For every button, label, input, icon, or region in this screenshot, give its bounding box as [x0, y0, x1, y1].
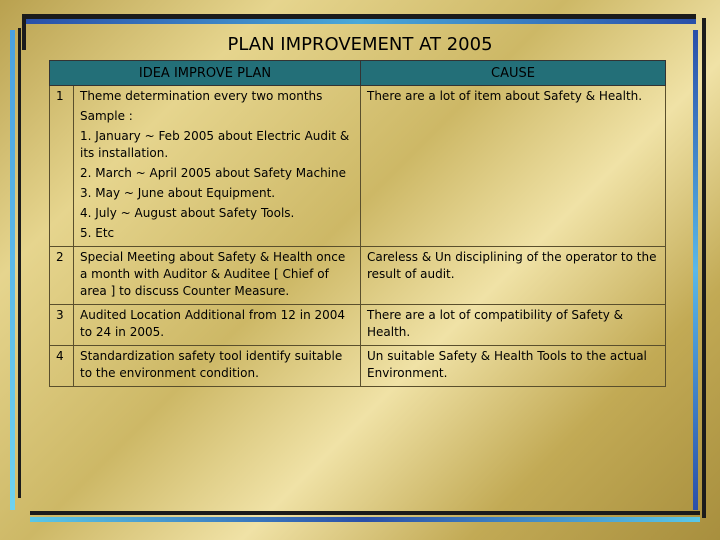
plan-cell — [74, 86, 361, 247]
table-row — [50, 86, 666, 247]
table-row — [50, 305, 666, 346]
row-number: 4 — [50, 346, 74, 387]
plan-line: Sample : — [80, 109, 133, 123]
frame-right-dark-bar — [702, 18, 706, 518]
plan-line: Standardization safety tool identify suitable to the environment condition. — [80, 349, 343, 380]
frame-bottom-dark-bar — [30, 511, 700, 515]
plan-table — [49, 60, 666, 387]
cause-cell: There are a lot of item about Safety & Health. — [361, 86, 666, 247]
header-cause: CAUSE — [361, 61, 666, 86]
table-row — [50, 247, 666, 305]
slide-title: PLAN IMPROVEMENT AT 2005 — [227, 34, 493, 55]
plan-line: 1. January ~ Feb 2005 about Electric Audit & its installation. — [80, 129, 350, 160]
frame-left-blue-bar — [10, 30, 15, 510]
plan-line: 4. July ~ August about Safety Tools. — [80, 206, 295, 220]
frame-left-dark-bar — [18, 28, 21, 498]
row-number: 2 — [50, 247, 74, 305]
plan-line: 3. May ~ June about Equipment. — [80, 186, 276, 200]
plan-cell — [74, 247, 361, 305]
plan-cell — [74, 346, 361, 387]
table-row — [50, 346, 666, 387]
plan-line: Audited Location Additional from 12 in 2004 to 24 in 2005. — [80, 308, 346, 339]
plan-line: Theme determination every two months — [80, 89, 323, 103]
table-header-row — [50, 61, 666, 86]
plan-cell — [74, 305, 361, 346]
frame-right-blue-bar — [693, 30, 698, 510]
row-number: 1 — [50, 86, 74, 247]
cause-cell: Un suitable Safety & Health Tools to the actual Environment. — [361, 346, 666, 387]
row-number: 3 — [50, 305, 74, 346]
cause-cell: Careless & Un disciplining of the operator to the result of audit. — [361, 247, 666, 305]
plan-line: Special Meeting about Safety & Health once a month with Auditor & Auditee [ Chief of area ] to discuss Counter Measure. — [80, 250, 346, 298]
plan-line: 2. March ~ April 2005 about Safety Machine — [80, 166, 346, 180]
plan-line: 5. Etc — [80, 226, 115, 240]
frame-bottom-blue-bar — [30, 517, 700, 522]
frame-top-blue-bar — [22, 19, 696, 24]
cause-cell: There are a lot of compatibility of Safety & Health. — [361, 305, 666, 346]
header-idea-improve-plan: IDEA IMPROVE PLAN — [50, 61, 361, 86]
